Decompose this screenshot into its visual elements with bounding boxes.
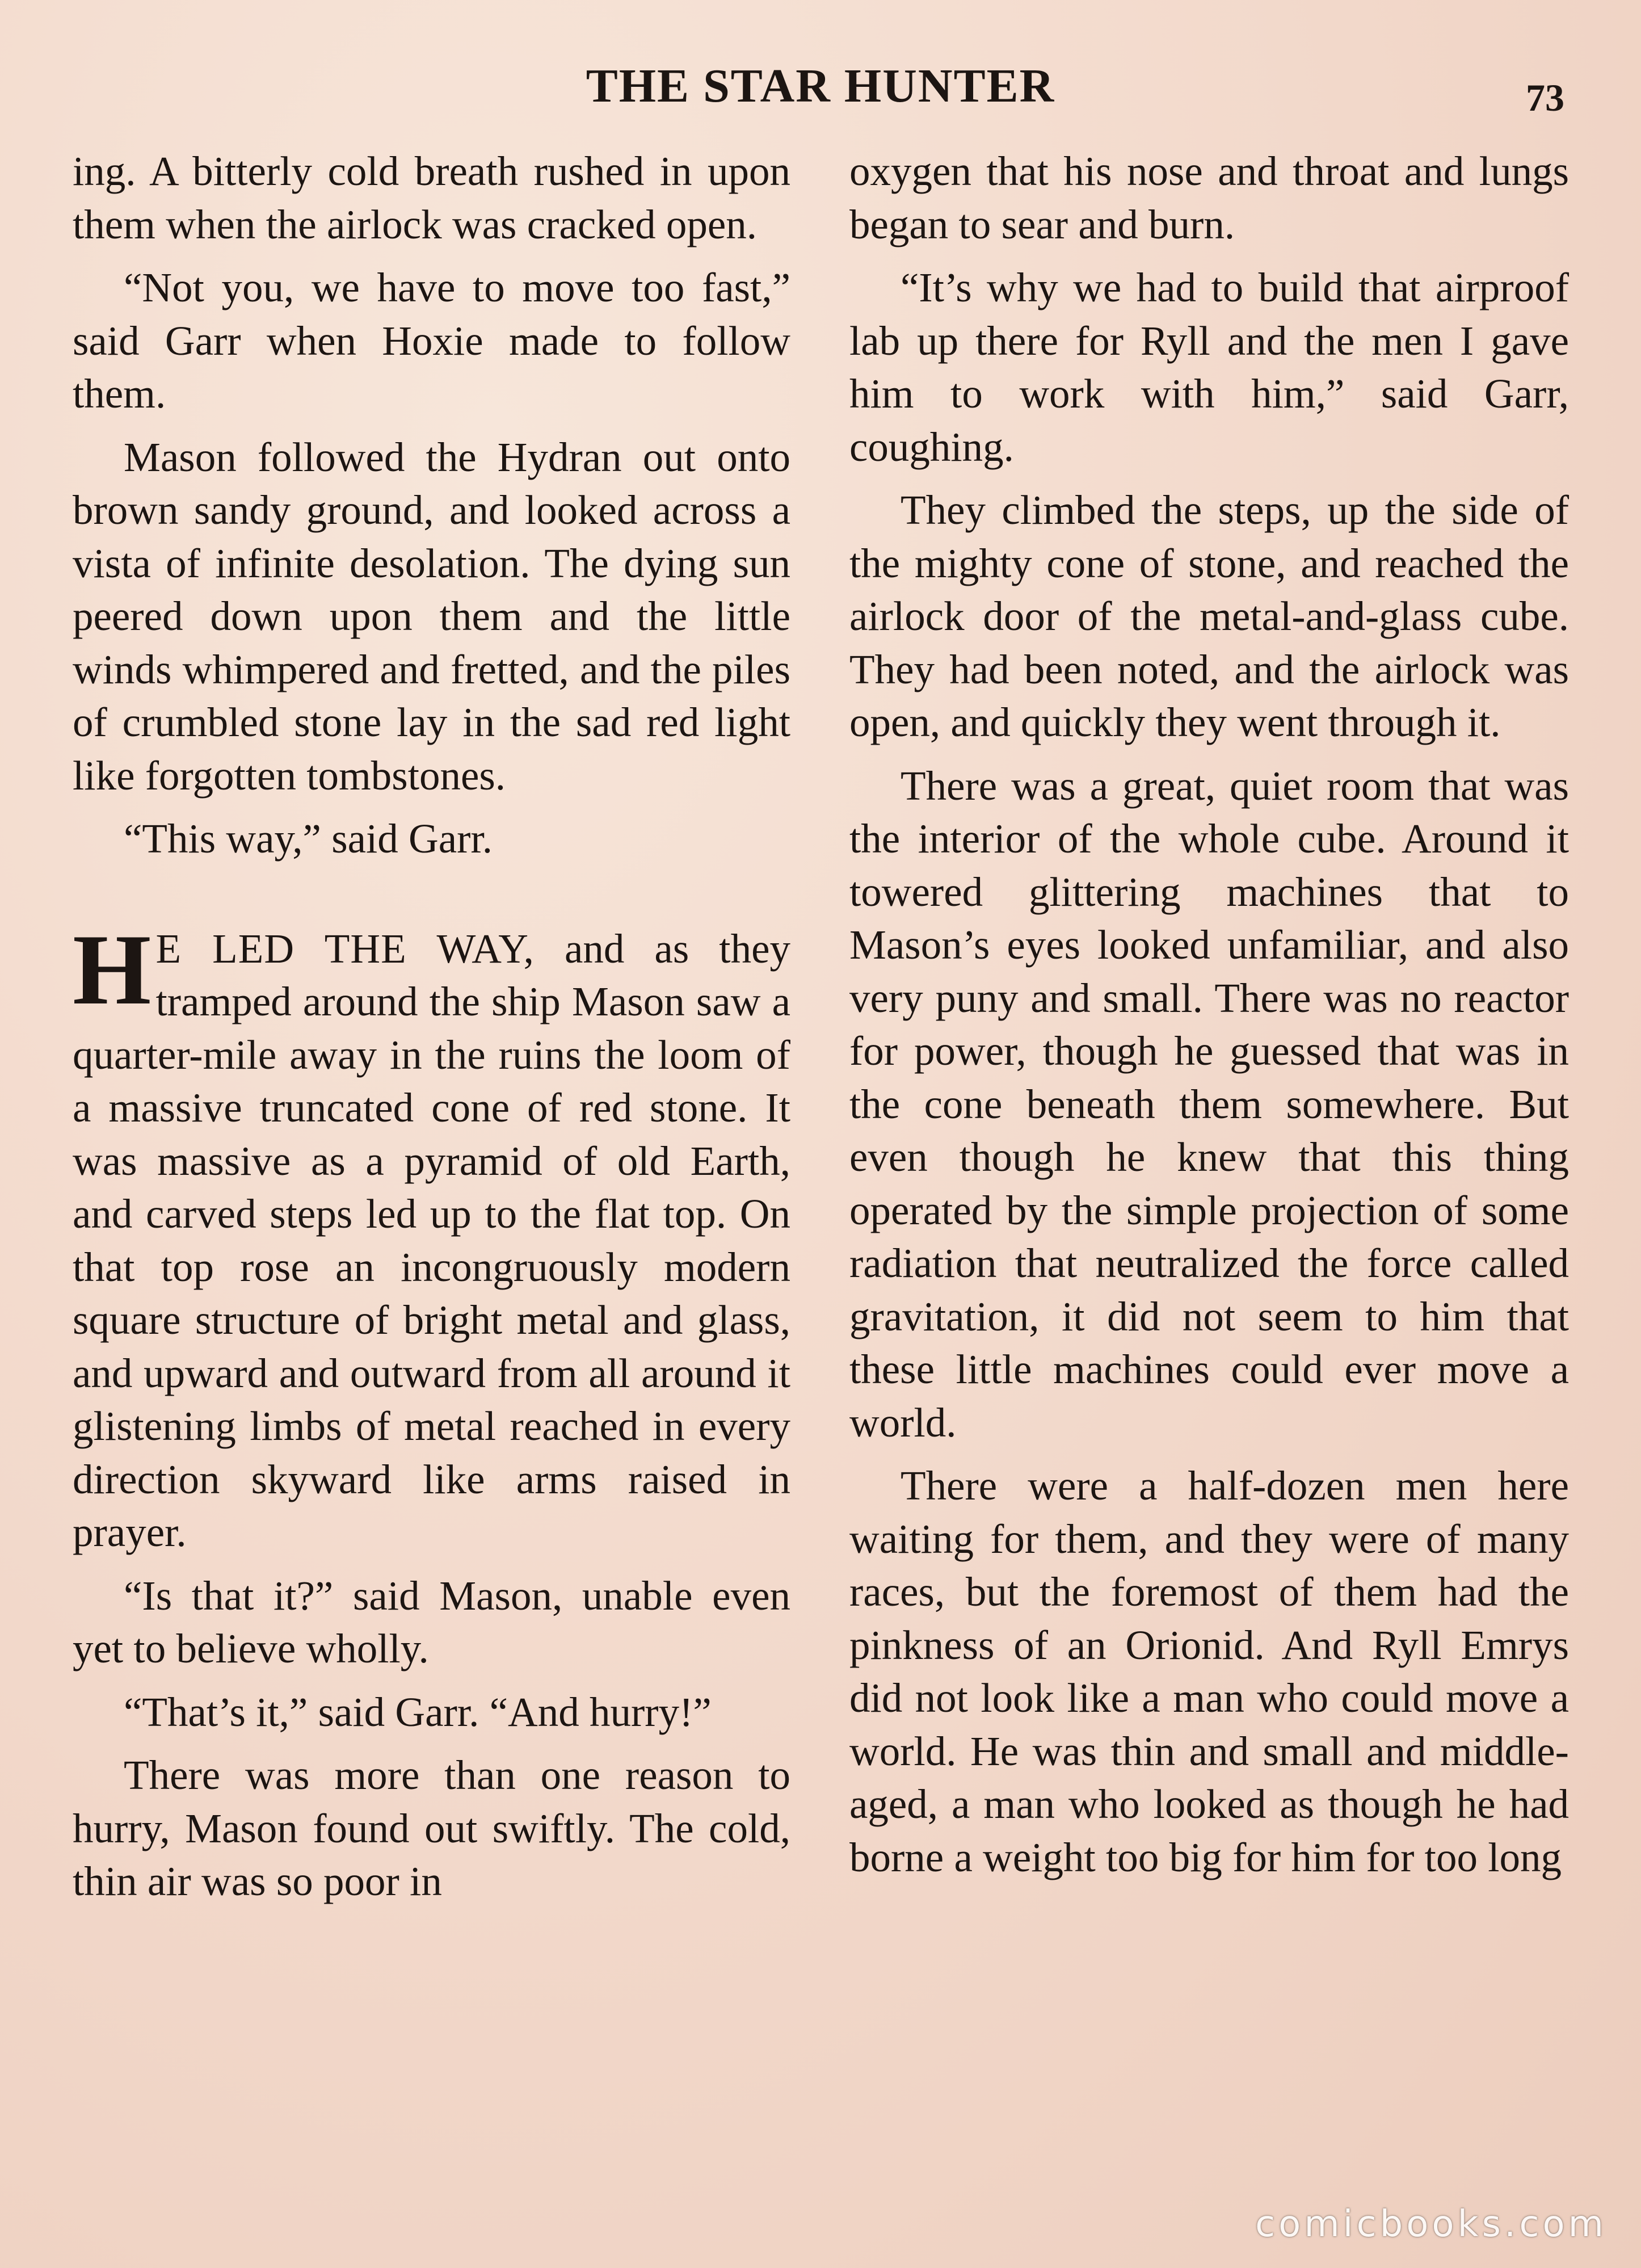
page-header: [0, 54, 1641, 122]
paragraph: ing. A bitterly cold breath rushed in upon them when the airlock was cracked open.: [73, 148, 790, 247]
dropcap-paragraph-text: and as they tramped around the ship Mason saw a quarter-mile away in the ruins the loom of a massive truncated cone of red stone. It was massive as a pyramid of old Earth, and carved steps led up to the flat top. On that top rose an incongruously modern square structure of bright metal and glass, and upward and outward from all around it glistening limbs of metal reached in every direction skyward like arms raised in prayer.: [73, 925, 790, 1555]
paragraph: oxygen that his nose and throat and lungs began to sear and burn.: [849, 148, 1569, 247]
paragraph: There were a half-dozen men here waiting for them, and they were of many races, but the foremost of them had the pinkness of an Orionid. And Ryll Emrys did not look like a man who could move a world. He was thin and small and middle-aged, a man who looked as though he had borne a weight too big for him for too long: [849, 1463, 1569, 1880]
drop-cap-initial: H: [73, 913, 152, 1026]
paragraph: They climbed the steps, up the side of the mighty cone of stone, and reached the airlock door of the metal-and-glass cube. They had been noted, and the airlock was open, and quickly they went through it.: [849, 487, 1569, 745]
lead-caps: E LED THE WAY,: [155, 925, 535, 972]
left-column: [73, 145, 790, 1918]
paragraph: “Not you, we have to move too fast,” said Garr when Hoxie made to follow them.: [73, 264, 790, 417]
paragraph: There was a great, quiet room that was the interior of the whole cube. Around it towered glittering machines that to Mason’s eyes looked unfamiliar, and also very puny and small. There was no reactor for power, though he guessed that was in the cone beneath them somewhere. But even though he knew that this thing operated by the simple projection of some radiation that neutralized the force called gravitation, it did not seem to him that these little machines could ever move a world.: [849, 762, 1569, 1446]
paragraph: “This way,” said Garr.: [124, 816, 493, 862]
paragraph: Mason followed the Hydran out onto brown sandy ground, and looked across a vista of infinite desolation. The dying sun peered down upon them and the little winds whimpered and fretted, and the piles of crumbled stone lay in the sad red light like forgotten tombstones.: [73, 434, 790, 799]
paragraph: “It’s why we had to build that airproof lab up there for Ryll and the men I gave him to work with him,” said Garr, coughing.: [849, 264, 1569, 470]
watermark: comicbooks.com: [1255, 2203, 1607, 2245]
paragraph: “That’s it,” said Garr. “And hurry!”: [124, 1689, 712, 1735]
page-number: 73: [1526, 76, 1564, 119]
right-column: [849, 145, 1569, 1894]
running-title: THE STAR HUNTER: [586, 60, 1055, 112]
paragraph: “Is that it?” said Mason, unable even yet to believe wholly.: [73, 1572, 790, 1671]
paragraph: There was more than one reason to hurry, Mason found out swiftly. The cold, thin air was so poor in: [73, 1752, 790, 1904]
dropcap-paragraph: [73, 913, 790, 1559]
